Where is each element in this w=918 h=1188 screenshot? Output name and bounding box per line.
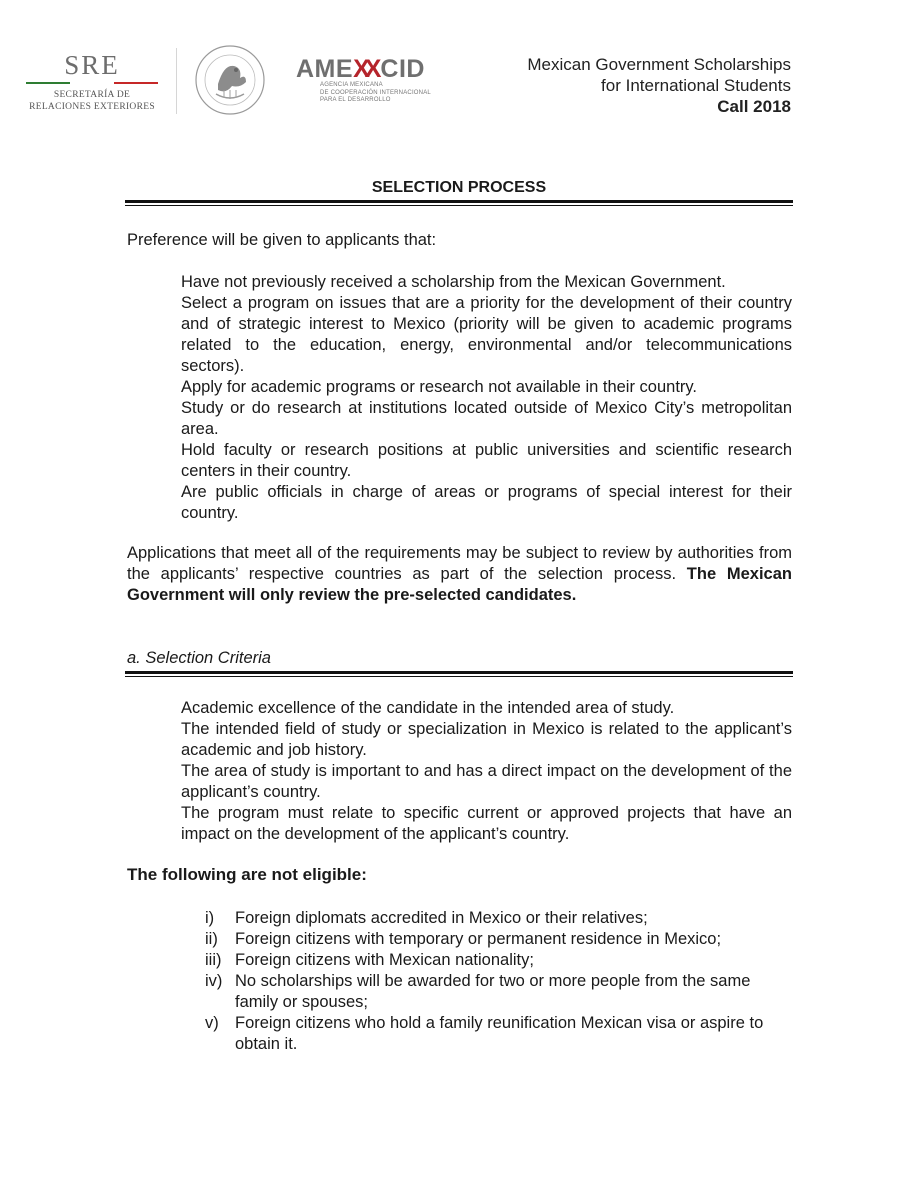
sre-logo <box>26 50 158 112</box>
list-item: Select a program on issues that are a priority for the development of their country and of strategic interest to Mexico (priority will be given to academic programs related to the education, energy, environmental and/or telecommunications sectors). <box>181 294 792 375</box>
document-title-block <box>527 54 791 117</box>
list-number: ii) <box>205 930 218 948</box>
list-item: The intended field of study or specialization in Mexico is related to the applicant’s academic and job history. <box>181 720 792 759</box>
review-text: Applications that meet all of the requirements may be subject to review by authorities from the applicants’ respective countries as part of the selection process. <box>127 544 792 583</box>
list-item: Academic excellence of the candidate in the intended area of study. <box>181 699 675 717</box>
sre-sub-line1: SECRETARÍA DE <box>53 90 131 100</box>
list-item: Apply for academic programs or research not available in their country. <box>181 378 698 396</box>
list-item <box>205 950 792 971</box>
list-text: Foreign citizens with temporary or permanent residence in Mexico; <box>235 930 722 948</box>
title-line-1: Mexican Government Scholarships <box>527 55 791 74</box>
heading-divider <box>125 200 793 206</box>
sre-mark: SRE <box>64 50 120 80</box>
list-text: Foreign citizens who hold a family reunification Mexican visa or aspire to obtain it. <box>235 1014 764 1053</box>
criteria-heading: a. Selection Criteria <box>127 649 271 667</box>
section-heading: SELECTION PROCESS <box>371 179 547 196</box>
preference-intro: Preference will be given to applicants that: <box>127 231 437 249</box>
not-eligible-list <box>205 908 792 1055</box>
list-text: No scholarships will be awarded for two or more people from the same family or spouses; <box>235 972 751 1011</box>
amexcid-word-end: CID <box>380 55 425 83</box>
mexico-coat-of-arms-icon <box>194 44 266 116</box>
sre-sub-line2: RELACIONES EXTERIORES <box>29 102 155 112</box>
sre-tricolor-rule <box>26 82 158 86</box>
not-eligible-heading: The following are not eligible: <box>127 865 367 884</box>
list-item <box>205 908 792 929</box>
review-paragraph <box>127 543 792 606</box>
list-item: The program must relate to specific current or approved projects that have an impact on the development of the applicant’s country. <box>181 804 792 843</box>
list-item <box>205 929 792 950</box>
preference-list <box>181 272 792 524</box>
amexcid-sub2: DE COOPERACIÓN INTERNACIONAL <box>320 89 431 96</box>
list-item <box>205 1013 792 1055</box>
list-item: The area of study is important to and has a direct impact on the development of the applicant’s country. <box>181 762 792 801</box>
criteria-divider <box>125 671 793 677</box>
list-number: i) <box>205 909 215 927</box>
criteria-list <box>181 698 792 845</box>
list-number: iv) <box>205 972 223 990</box>
list-text: Foreign diplomats accredited in Mexico or their relatives; <box>235 909 648 927</box>
title-line-2: for International Students <box>601 76 791 95</box>
amexcid-x-mark: XX <box>353 55 377 83</box>
list-number: v) <box>205 1014 219 1032</box>
document-header <box>0 0 918 130</box>
list-item: Study or do research at institutions located outside of Mexico City’s metropolitan area. <box>181 399 792 438</box>
amexcid-word-start: AME <box>296 55 354 83</box>
list-item: Are public officials in charge of areas or programs of special interest for their country. <box>181 483 792 522</box>
list-number: iii) <box>205 951 222 969</box>
logo-divider <box>176 48 177 114</box>
list-item: Have not previously received a scholarship from the Mexican Government. <box>181 273 726 291</box>
list-text: Foreign citizens with Mexican nationality; <box>235 951 534 969</box>
title-call-year: Call 2018 <box>717 97 791 116</box>
amexcid-sub3: PARA EL DESARROLLO <box>320 97 391 103</box>
amexcid-sub1: AGENCIA MEXICANA <box>320 82 383 88</box>
amexcid-logo <box>296 56 436 108</box>
review-bold-text: The Mexican Government will only review the pre-selected candidates. <box>127 565 792 604</box>
list-item: Hold faculty or research positions at public universities and scientific research centers in their country. <box>181 441 792 480</box>
list-item <box>205 971 792 1013</box>
